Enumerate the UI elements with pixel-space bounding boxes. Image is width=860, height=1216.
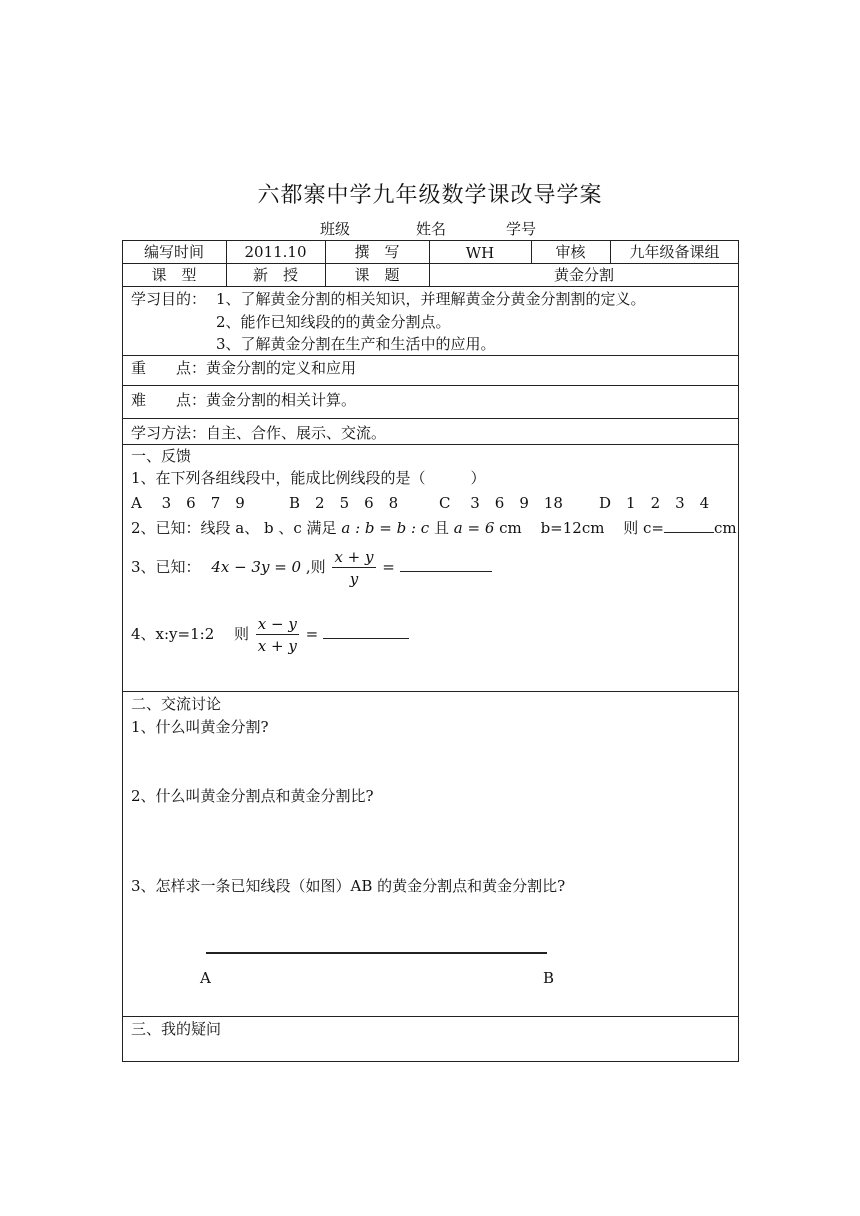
question-1-4 (131, 612, 409, 657)
section-discussion-heading: 二、交流讨论 (131, 695, 222, 713)
question-2-1: 1、什么叫黄金分割? (131, 718, 269, 736)
question-1-2 (131, 516, 737, 538)
q4-equals: = (305, 625, 319, 643)
point-b-label: B (543, 969, 555, 987)
difficulty: 难 点：黄金分割的相关计算。 (131, 391, 357, 409)
q3-prefix: 3、已知： (131, 558, 201, 576)
student-id-label: 学号 (506, 220, 537, 238)
date-value: 2011.10 (244, 243, 307, 261)
q4-denominator: x + y (257, 636, 297, 655)
objectives-label: 学习目的： (131, 290, 207, 308)
section-feedback-heading: 一、反馈 (131, 447, 192, 465)
q3-answer-blank[interactable] (400, 555, 492, 572)
q2-cm: cm (494, 519, 522, 537)
name-label: 姓名 (416, 220, 447, 238)
option-a: A 3 6 7 9 (131, 494, 245, 512)
q3-denominator: y (349, 569, 359, 588)
topic-label: 课 题 (354, 266, 400, 284)
q4-prefix: 4、x:y=1:2 则 (131, 625, 250, 643)
option-d: D 1 2 3 4 (599, 494, 710, 512)
reviewer-label: 审核 (555, 243, 586, 261)
option-b: B 2 5 6 8 (289, 494, 399, 512)
point-a-label: A (200, 969, 211, 987)
q2-mid: 且 (433, 519, 449, 537)
q2-unit: cm (713, 519, 737, 537)
q2-b-value: b=12cm (540, 519, 605, 537)
q4-numerator: x − y (257, 614, 297, 633)
page-title: 六都寨中学九年级数学课改导学案 (257, 183, 603, 208)
segment-ab (206, 952, 547, 954)
question-1-1: 1、在下列各组线段中，能成比例线段的是（ ） (131, 469, 486, 487)
learning-method: 学习方法：自主、合作、展示、交流。 (131, 424, 387, 442)
objective-item-3: 3、了解黄金分割在生产和生活中的应用。 (216, 335, 496, 353)
q2-then: 则 c= (623, 519, 664, 537)
question-2-2: 2、什么叫黄金分割点和黄金分割比? (131, 787, 374, 805)
q3-then: ,则 (305, 558, 326, 576)
class-label: 班级 (320, 220, 351, 238)
author-time-label: 编写时间 (143, 243, 204, 261)
key-point: 重 点：黄金分割的定义和应用 (131, 359, 357, 377)
topic-value: 黄金分割 (553, 266, 614, 284)
question-2-3: 3、怎样求一条已知线段（如图）AB 的黄金分割点和黄金分割比? (131, 877, 566, 895)
writer-value: WH (465, 244, 495, 262)
reviewer-value: 九年级备课组 (629, 243, 720, 261)
q3-equation: 4x − 3y = 0 (211, 558, 302, 576)
q3-equals: = (382, 558, 395, 576)
q2-answer-blank[interactable] (664, 516, 714, 533)
section-questions-heading: 三、我的疑问 (131, 1020, 222, 1038)
objective-item-1: 1、了解黄金分割的相关知识，并理解黄金分黄金分割割的定义。 (216, 290, 646, 308)
q2-ratio: a : b = b : c (341, 519, 430, 537)
q4-fraction (256, 614, 299, 657)
option-c: C 3 6 9 18 (439, 494, 563, 512)
objective-item-2: 2、能作已知线段的的黄金分割点。 (216, 313, 451, 331)
q2-prefix: 2、已知：线段 a、 b 、c 满足 (131, 519, 337, 537)
question-1-3 (131, 545, 492, 590)
q3-numerator: x + y (334, 547, 374, 566)
lesson-type-value: 新 授 (252, 266, 298, 284)
lesson-type-label: 课 型 (151, 266, 197, 284)
q2-a-value: a = 6 (453, 519, 495, 537)
writer-label: 撰 写 (354, 243, 400, 261)
q4-answer-blank[interactable] (323, 622, 409, 639)
q3-fraction (332, 547, 375, 590)
